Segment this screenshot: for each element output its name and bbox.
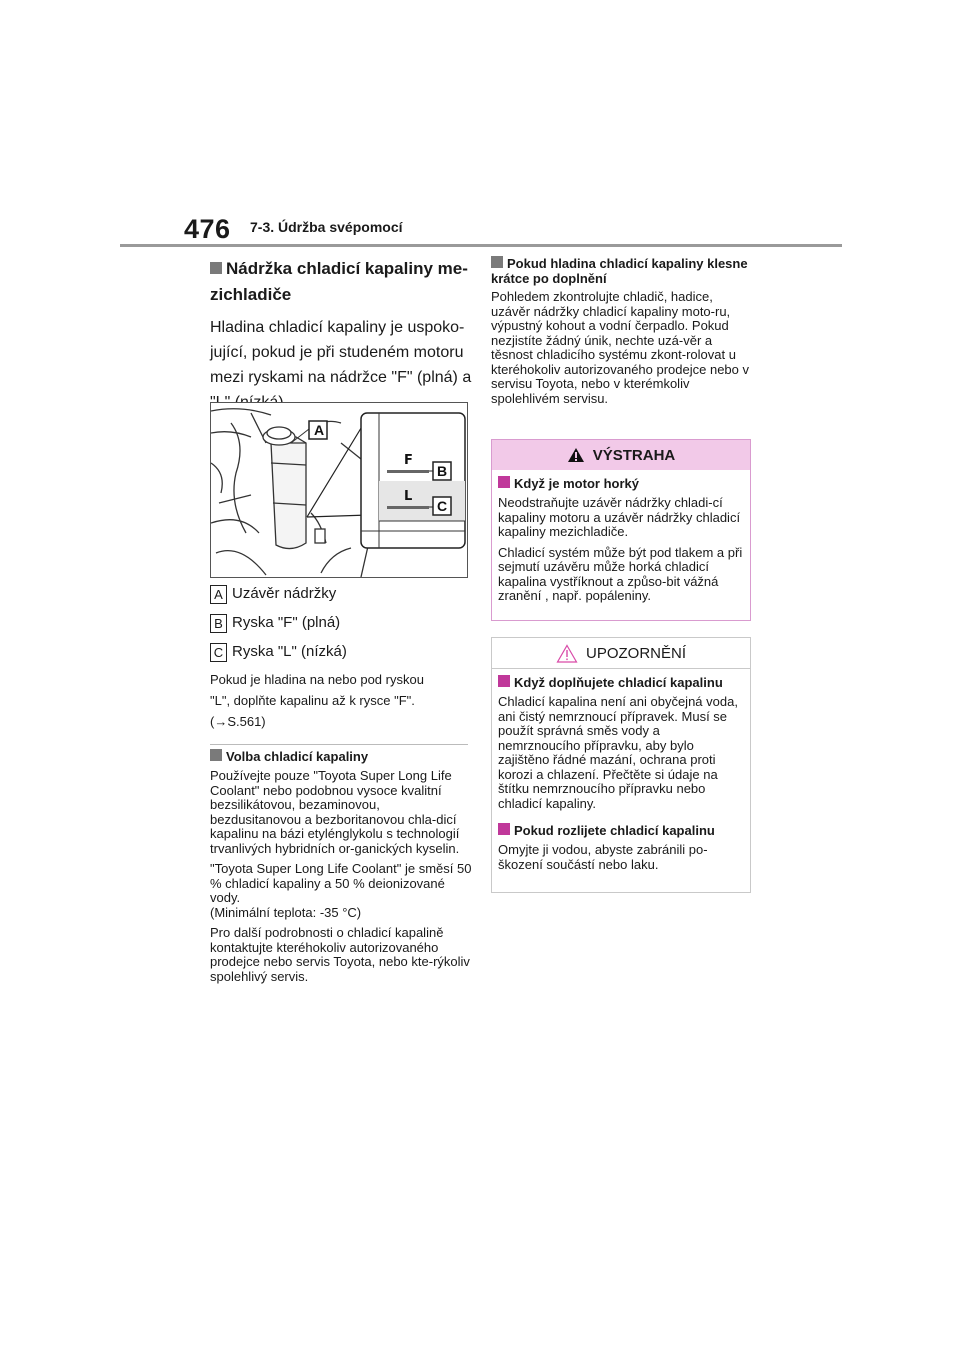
header-rule: [120, 244, 842, 247]
legend-badge-c: C: [210, 643, 227, 662]
page-reference-link[interactable]: (→S.561): [210, 714, 266, 729]
section-divider: [210, 744, 468, 745]
notice-box: [491, 637, 751, 893]
figure-callout-a: A: [314, 422, 325, 438]
figure-callout-b: B: [437, 463, 448, 479]
coolant-choice-section: [210, 749, 472, 990]
warning-p1: Neodstraňujte uzávěr nádržky chladi-cí kapaliny motoru a uzávěr nádržky chladicí kapaliny mezichladiče.: [498, 495, 741, 539]
coolant-choice-heading: Volba chladicí kapaliny: [210, 749, 472, 764]
refill-note: Pokud je hladina na nebo pod ryskou "L", doplňte kapalinu až k rysce "F". (→S.561): [210, 669, 470, 732]
coolant-reservoir-figure: [210, 402, 468, 578]
reservoir-text: Hladina chladicí kapaliny je uspoko-jující, pokud je při studeném motoru mezi ryskami na nádržce "F" (plná) a: [210, 319, 472, 386]
square-bullet-icon: [491, 256, 503, 268]
reservoir-heading: Nádržka chladicí kapaliny me-zichladiče: [210, 259, 468, 304]
page-number: 476: [184, 214, 231, 244]
notice-sub1: Když doplňujete chladicí kapalinu: [498, 675, 744, 690]
warning-p2: Chladicí systém může být pod tlakem a při sejmutí uzávěru může horká chladicí kapalina vystříknout a způso-bit vážná zranění , např. popáleniny.: [498, 544, 743, 603]
warning-subheading: Když je motor horký: [498, 476, 744, 491]
notice-header: [492, 638, 750, 669]
warning-title: VÝSTRAHA: [592, 446, 676, 464]
legend-item-b: B Ryska "F" (plná): [210, 613, 340, 633]
engine-bay-illustration: [211, 403, 467, 577]
mark-l: L: [404, 489, 413, 504]
notice-sub2: Pokud rozlijete chladicí kapalinu: [498, 823, 744, 838]
coolant-choice-p1: Používejte pouze "Toyota Super Long Life Coolant" nebo podobnou vysoce kvalitní bezsilikátovou, bezaminovou, bezdusitanovou a bezboritanovou chla-dicí kapalinu na bázi etylénglykolu s technologií trvanlivých hybridních or-ganických kyselin.: [210, 768, 460, 856]
warning-triangle-icon: [567, 447, 585, 463]
coolant-choice-p3: Pro další podrobnosti o chladicí kapalině kontaktujte kteréhokoliv autorizovaného prodejce nebo servis Toyota, nebo kte-rýkoliv spolehlivý servis.: [210, 925, 470, 984]
warning-header: [492, 440, 750, 470]
notice-p2: Omyjte ji vodou, abyste zabránili po-škození součástí nebo laku.: [498, 842, 708, 872]
level-drop-text: Pohledem zkontrolujte chladič, hadice, uzávěr nádržky chladicí kapaliny moto-ru, výpustný kohout a vodní čerpadlo. Pokud nezjistíte žádný únik, nechte uzá-věr a těsnost chladicího systému zkont-rolovat u kteréhokoliv autorizovaného prodejce nebo v servisu Toyota, nebo v kterémkoliv spolehlivém servisu.: [491, 289, 750, 406]
legend-item-a: A Uzávěr nádržky: [210, 584, 336, 604]
notice-p1: Chladicí kapalina není ani obyčejná voda, ani čistý nemrznoucí přípravek. Musí se použít správná směs vody a nemrznoucího přípravku, aby bylo zajištěno řádné mazání, ochrana proti korozi a chlazení. Přečtěte si údaje na štítku nemrznoucího přípravku nebo chladicí kapaliny.: [498, 694, 738, 811]
warning-box: [491, 439, 751, 621]
square-bullet-icon: [498, 823, 510, 835]
level-drop-heading: Pokud hladina chladicí kapaliny klesne krátce po doplnění: [491, 256, 748, 286]
square-bullet-icon: [498, 476, 510, 488]
mark-f: F: [404, 453, 413, 468]
coolant-choice-min-temp: (Minimální teplota: -35 °C): [210, 904, 362, 920]
legend-badge-a: A: [210, 585, 227, 604]
notice-title: UPOZORNĚNÍ: [585, 644, 686, 662]
square-bullet-icon: [498, 675, 510, 687]
legend-item-c: C Ryska "L" (nízká): [210, 642, 347, 662]
level-drop-section: [491, 256, 753, 412]
legend-badge-b: B: [210, 614, 227, 633]
figure-callout-c: C: [437, 498, 448, 514]
square-bullet-icon: [210, 262, 222, 274]
section-title: 7-3. Údržba svépomocí: [250, 219, 403, 235]
square-bullet-icon: [210, 749, 222, 761]
coolant-choice-p2: "Toyota Super Long Life Coolant" je směsí 50 % chladicí kapaliny a 50 % deionizované vody.: [210, 861, 472, 905]
caution-triangle-icon: [556, 644, 578, 663]
